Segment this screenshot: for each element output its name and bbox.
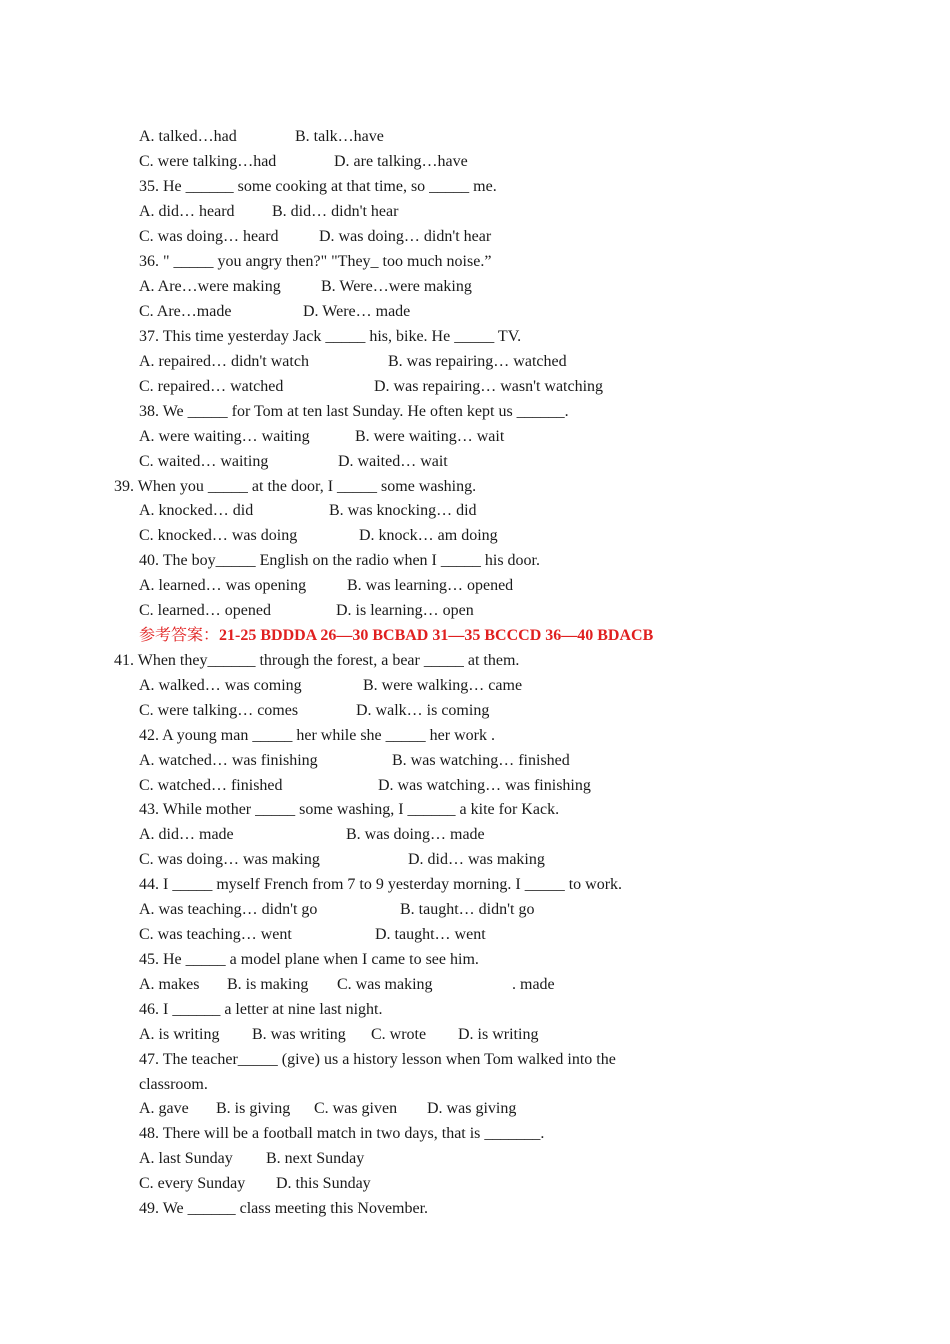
option-c: C. wrote	[371, 1026, 427, 1043]
option-d: D. are talking…have	[334, 153, 468, 170]
option-d: D. this Sunday	[276, 1175, 371, 1192]
option-a: A. repaired… didn't watch	[139, 353, 309, 370]
option-d: D. waited… wait	[338, 453, 448, 470]
text-line	[139, 127, 237, 147]
text-line	[334, 152, 468, 172]
option-c: C. Are…made	[139, 303, 232, 320]
option-c: C. knocked… was doing	[139, 527, 298, 544]
option-a: A. last Sunday	[139, 1150, 233, 1167]
option-b: B. taught… didn't go	[400, 901, 535, 918]
option-b: B. next Sunday	[266, 1150, 365, 1167]
option-a: A. were waiting… waiting	[139, 428, 310, 445]
option-c: C. every Sunday	[139, 1175, 246, 1192]
option-c: C. were talking… comes	[139, 702, 299, 719]
option-d: D. was doing… didn't hear	[319, 228, 492, 245]
question-47: 47. The teacher_____ (give) us a history lesson when Tom walked into the	[139, 1051, 616, 1068]
option-b: B. is making	[227, 976, 309, 993]
option-d: D. knock… am doing	[359, 527, 498, 544]
option-b: B. were walking… came	[363, 677, 523, 694]
option-a: A. talked…had	[139, 128, 237, 145]
option-a: A. watched… was finishing	[139, 752, 318, 769]
option-b: B. did… didn't hear	[272, 203, 399, 220]
option-d: . made	[512, 976, 555, 993]
option-d: D. did… was making	[408, 851, 545, 868]
question-39: 39. When you _____ at the door, I _____ some washing.	[114, 478, 477, 495]
question-37: 37. This time yesterday Jack _____ his, bike. He _____ TV.	[139, 328, 522, 345]
question-38: 38. We _____ for Tom at ten last Sunday. He often kept us ______.	[139, 403, 569, 420]
option-a: A. walked… was coming	[139, 677, 302, 694]
option-b: B. was learning… opened	[347, 577, 514, 594]
question-40: 40. The boy_____ English on the radio when I _____ his door.	[139, 552, 540, 569]
option-a: A. learned… was opening	[139, 577, 307, 594]
question-49: 49. We ______ class meeting this November.	[139, 1200, 429, 1217]
text-line	[139, 152, 276, 172]
option-b: B. talk…have	[295, 128, 384, 145]
option-a: A. did… heard	[139, 203, 235, 220]
option-d: D. was repairing… wasn't watching	[374, 378, 604, 395]
option-d: D. is learning… open	[336, 602, 474, 619]
option-b: B. were waiting… wait	[355, 428, 505, 445]
question-41: 41. When they______ through the forest, a bear _____ at them.	[114, 652, 520, 669]
option-c: C. watched… finished	[139, 777, 283, 794]
option-c: C. was making	[337, 976, 433, 993]
option-a: A. Are…were making	[139, 278, 281, 295]
option-b: B. was repairing… watched	[388, 353, 567, 370]
option-b: B. was doing… made	[346, 826, 485, 843]
option-a: A. gave	[139, 1100, 189, 1117]
option-b: B. Were…were making	[321, 278, 472, 295]
option-c: C. was doing… was making	[139, 851, 320, 868]
option-c: C. were talking…had	[139, 153, 277, 170]
option-c: C. was teaching… went	[139, 926, 292, 943]
question-36: 36. " _____ you angry then?" "They_ too much noise.”	[139, 253, 492, 270]
option-c: C. waited… waiting	[139, 453, 269, 470]
option-d: D. was giving	[427, 1100, 517, 1117]
option-c: C. was given	[314, 1100, 398, 1117]
option-b: B. was watching… finished	[392, 752, 570, 769]
option-c: C. repaired… watched	[139, 378, 284, 395]
option-b: B. was knocking… did	[329, 502, 477, 519]
option-c: C. was doing… heard	[139, 228, 279, 245]
option-b: B. is giving	[216, 1100, 291, 1117]
option-d: D. taught… went	[375, 926, 486, 943]
option-d: D. was watching… was finishing	[378, 777, 591, 794]
answer-text: 21-25 BDDDA 26—30 BCBAD 31—35 BCCCD 36—40 BDACB	[219, 627, 654, 644]
option-d: D. Were… made	[303, 303, 411, 320]
option-d: D. walk… is coming	[356, 702, 490, 719]
option-c: C. learned… opened	[139, 602, 271, 619]
answer-label: 参考答案：	[139, 627, 220, 644]
question-43: 43. While mother _____ some washing, I ______ a kite for Kack.	[139, 801, 560, 818]
question-46: 46. I ______ a letter at nine last night.	[139, 1001, 383, 1018]
question-45: 45. He _____ a model plane when I came to see him.	[139, 951, 479, 968]
question-35: 35. He ______ some cooking at that time, so _____ me.	[139, 178, 497, 195]
question-48: 48. There will be a football match in two days, that is _______.	[139, 1125, 545, 1142]
question-42: 42. A young man _____ her while she _____ her work .	[139, 727, 495, 744]
question-47-continued: classroom.	[139, 1076, 208, 1093]
option-a: A. makes	[139, 976, 200, 993]
option-a: A. did… made	[139, 826, 234, 843]
option-a: A. knocked… did	[139, 502, 254, 519]
option-a: A. is writing	[139, 1026, 220, 1043]
answer-key	[139, 626, 653, 646]
question-44: 44. I _____ myself French from 7 to 9 yesterday morning. I _____ to work.	[139, 876, 623, 893]
option-b: B. was writing	[252, 1026, 346, 1043]
option-d: D. is writing	[458, 1026, 539, 1043]
option-a: A. was teaching… didn't go	[139, 901, 318, 918]
text-line	[295, 127, 384, 147]
